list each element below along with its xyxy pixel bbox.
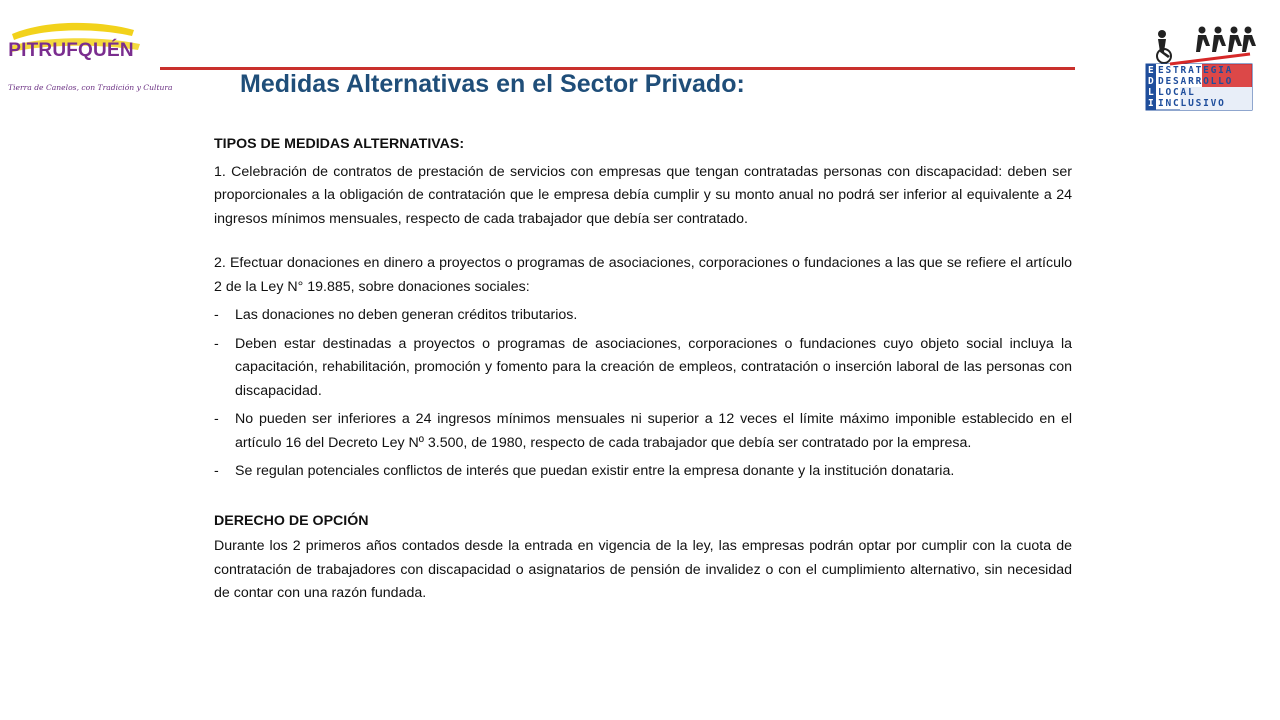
list-item	[214, 408, 1072, 455]
logo-row-text: DESARROLLO	[1158, 76, 1234, 87]
types-heading: TIPOS DE MEDIDAS ALTERNATIVAS:	[214, 136, 465, 152]
bullet-dash: -	[214, 463, 219, 479]
item-1: 1. Celebración de contratos de prestación de servicios con empresas que tengan contratadas personas con discapacidad: deben ser proporcionales a la obligación de contratación que le empresa debía cumplir y su monto anual no podrá ser inferior al equivalente a 24 ingresos mínimos mensuales, respecto de cada trabajador que debía ser contratado.	[214, 163, 1072, 227]
bullet-dash: -	[214, 307, 219, 323]
section-text: Durante los 2 primeros años contados desde la entrada en vigencia de la ley, las empresas podrán optar por cumplir con la cuota de contratación de trabajadores con discapacidad o asignatarios de pensión de invalidez o con el cumplimiento alternativo, sin necesidad de contar con una razón fundada.	[214, 538, 1072, 601]
logo-row-text: ESTRATEGIA	[1158, 65, 1234, 76]
logo-side-letter: L	[1148, 87, 1154, 98]
list-item	[214, 333, 1072, 404]
bullet-text: No pueden ser inferiores a 24 ingresos mínimos mensuales ni superior a 12 veces el límite máximo imponible establecido en el artículo 16 del Decreto Ley Nº 3.500, de 1980, respecto de cada trabajador que debía ser contratado por la empresa.	[235, 411, 1072, 451]
content-body	[214, 133, 1072, 606]
bullet-dash: -	[214, 335, 219, 352]
bullet-dash: -	[214, 411, 219, 427]
list-item	[214, 460, 1072, 484]
logo-side-letter: D	[1148, 76, 1154, 87]
logo-side-letter: I	[1148, 98, 1154, 109]
brand-tagline: Tierra de Canelos, con Tradición y Cultura	[8, 83, 173, 92]
list-item	[214, 304, 1072, 328]
estrategia-logo	[1140, 24, 1258, 114]
page-title: Medidas Alternativas en el Sector Privado:	[240, 70, 745, 98]
logo-row-text: LOCAL	[1158, 87, 1196, 98]
bullet-text: Deben estar destinadas a proyectos o programas de asociaciones, corporaciones o fundaciones cuyo objeto social incluya la capacitación, rehabilitación, promoción y fomento para la creación de empleos, contratación o inserción laboral de las personas con discapacidad.	[235, 335, 1072, 399]
pitrufquen-logo	[6, 20, 173, 110]
item-2: 2. Efectuar donaciones en dinero a proyectos o programas de asociaciones, corporaciones o fundaciones a las que se refiere el artículo 2 de la Ley N° 19.885, sobre donaciones sociales:	[214, 255, 1072, 295]
bullet-text: Se regulan potenciales conflictos de interés que puedan existir entre la empresa donante y la institución donataria.	[235, 463, 955, 479]
bullet-text: Las donaciones no deben generan créditos tributarios.	[235, 307, 578, 323]
section-heading: DERECHO DE OPCIÓN	[214, 512, 369, 529]
logo-row-text: INCLUSIVO	[1158, 98, 1226, 109]
people-running-icon	[1157, 27, 1256, 64]
brand-name: PITRUFQUÉN	[8, 40, 134, 61]
logo-side-letter: E	[1148, 65, 1154, 76]
